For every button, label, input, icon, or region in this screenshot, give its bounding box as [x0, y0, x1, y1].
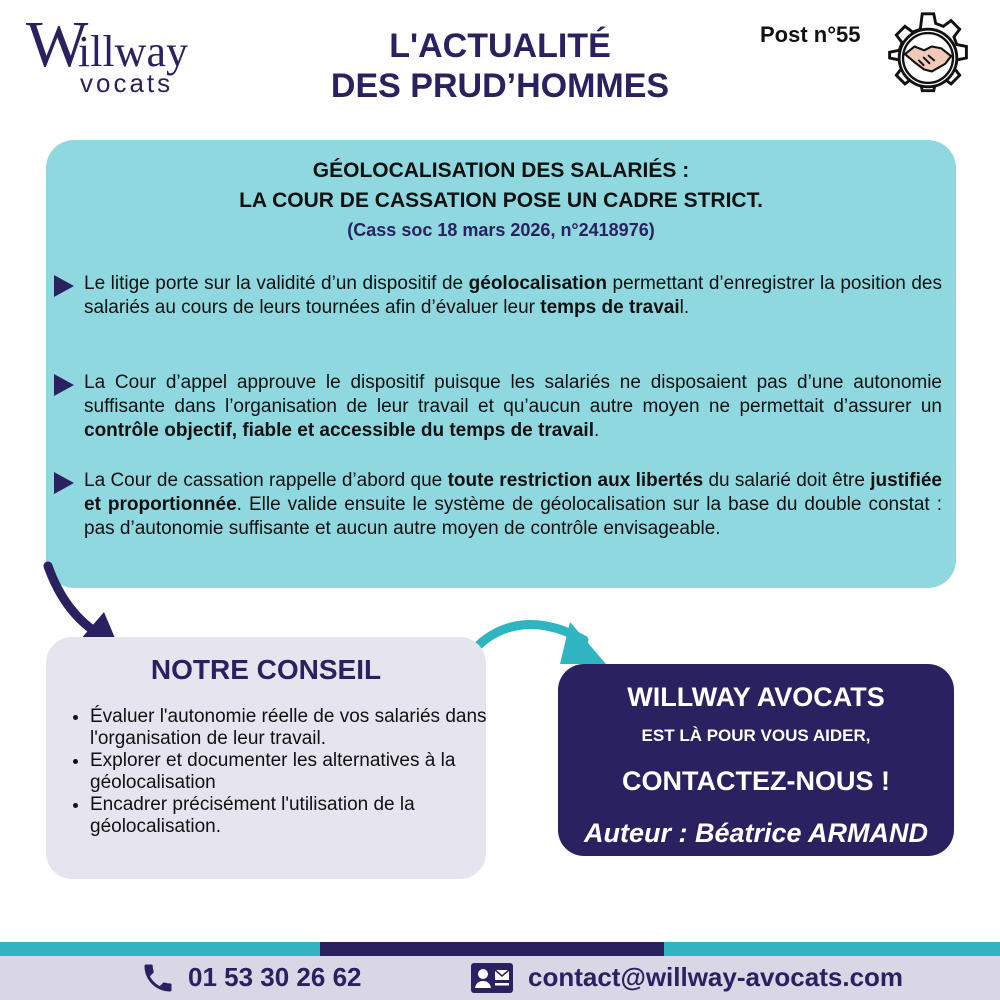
contact-firm-name: WILLWAY AVOCATS [627, 682, 885, 712]
contact-card-icon [470, 962, 514, 994]
contact-tagline: EST LÀ POUR VOUS AIDER, [641, 726, 871, 745]
case-reference: (Cass soc 18 mars 2026, n°2418976) [347, 220, 655, 240]
bullet-triangle-icon [54, 472, 74, 494]
logo [26, 8, 226, 102]
title-line-2: DES PRUD’HOMMES [330, 67, 670, 105]
logo-letter: W [26, 8, 89, 81]
footer-stripe [0, 942, 320, 956]
bullet-triangle-icon [54, 374, 74, 396]
title-line-1: L'ACTUALITÉ [389, 27, 611, 65]
logo-subtext: vocats [80, 68, 174, 98]
bullet-triangle-icon [54, 275, 74, 297]
advice-list [68, 706, 510, 838]
logo-text: illway [78, 27, 188, 76]
card-heading-line-1: GÉOLOCALISATION DES SALARIÉS : [312, 159, 690, 182]
card-heading [46, 156, 956, 216]
phone-number[interactable]: 01 53 30 26 62 [188, 962, 362, 992]
handshake-gear-icon [880, 10, 976, 106]
card-heading-line-2: LA COUR DE CASSATION POSE UN CADRE STRICT. [239, 189, 763, 212]
phone-icon [140, 960, 176, 996]
paragraph-1: Le litige porte sur la validité d’un dispositif de géolocalisation permettant d’enregistrer la position des salariés au cours de leurs tournées afin d’évaluer leur temps de travail. [84, 273, 942, 318]
advice-item: • Évaluer l'autonomie réelle de vos salariés dans l'organisation de leur travail. [90, 706, 510, 750]
advice-title: NOTRE CONSEIL [150, 654, 382, 685]
email-link[interactable]: contact@willway-avocats.com [528, 962, 904, 992]
author: Auteur : Béatrice ARMAND [583, 818, 929, 848]
footer-stripe [664, 942, 1000, 956]
paragraph-3: La Cour de cassation rappelle d’abord que toute restriction aux libertés du salarié doit être justifiée et proportionnée. Elle valide ensuite le système de géolocalisation sur la base du double constat : pas d’autonomie suffisante et aucun autre moyen de contrôle envisageable. [84, 470, 943, 539]
post-number: Post n°55 [760, 22, 861, 47]
contact-cta: CONTACTEZ-NOUS ! [622, 766, 890, 796]
page-title [300, 26, 700, 106]
advice-item: • Explorer et documenter les alternatives à la géolocalisation [90, 750, 510, 794]
advice-item: • Encadrer précisément l'utilisation de la géolocalisation. [90, 794, 510, 838]
footer-stripe [320, 942, 664, 956]
paragraph-2: La Cour d’appel approuve le dispositif puisque les salariés ne disposaient pas d’une autonomie suffisante dans l’organisation de leur travail et qu’aucun autre moyen ne permettait d’assurer un contrôle objectif, fiable et accessible du temps de travail. [84, 372, 942, 441]
